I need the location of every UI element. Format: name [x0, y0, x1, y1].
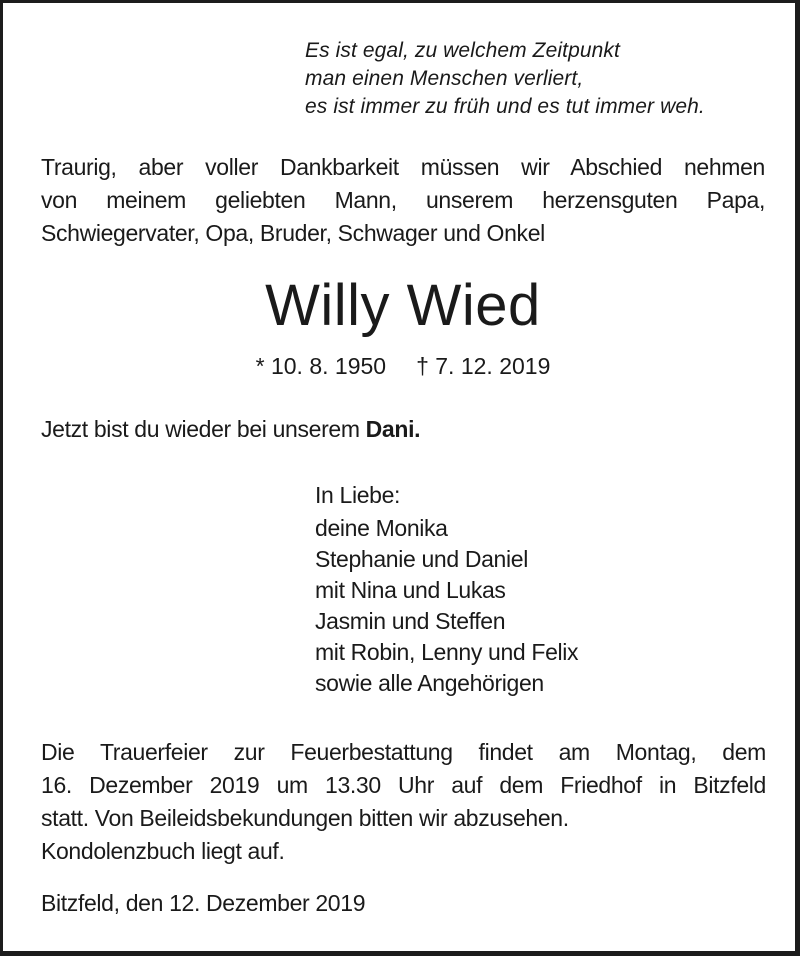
signoff-label: In Liebe:	[315, 482, 401, 508]
family-member: sowie alle Angehörigen	[315, 670, 544, 696]
family-list	[315, 513, 578, 699]
family-member: Stephanie und Daniel	[315, 546, 528, 572]
dani-text: Jetzt bist du wieder bei unserem	[41, 416, 366, 442]
intro-paragraph	[41, 151, 765, 250]
ceremony-line: 16. Dezember 2019 um 13.30 Uhr auf dem Friedhof in Bitzfeld	[41, 772, 766, 798]
quote-line: man einen Menschen verliert,	[305, 67, 584, 90]
opening-quote	[305, 37, 705, 121]
life-dates	[3, 350, 800, 382]
dani-name: Dani.	[365, 416, 421, 442]
intro-line: von meinem geliebten Mann, unserem herzensguten Papa,	[41, 187, 765, 213]
place-and-date: Bitzfeld, den 12. Dezember 2019	[41, 890, 366, 916]
family-member: mit Robin, Lenny und Felix	[315, 639, 579, 665]
birth-date: * 10. 8. 1950	[255, 353, 387, 379]
quote-line: Es ist egal, zu welchem Zeitpunkt	[305, 39, 620, 62]
ceremony-line: Kondolenzbuch liegt auf.	[41, 838, 285, 864]
intro-line: Traurig, aber voller Dankbarkeit müssen wir Abschied nehmen	[41, 154, 765, 180]
deceased-name: Willy Wied	[265, 273, 541, 338]
family-member: Jasmin und Steffen	[315, 608, 506, 634]
dani-line	[41, 413, 420, 445]
intro-line: Schwiegervater, Opa, Bruder, Schwager und Onkel	[41, 220, 545, 246]
family-member: deine Monika	[315, 515, 448, 541]
ceremony-line: statt. Von Beileidsbekundungen bitten wir abzusehen.	[41, 805, 569, 831]
death-date: † 7. 12. 2019	[416, 353, 551, 379]
quote-line: es ist immer zu früh und es tut immer weh.	[305, 95, 705, 118]
family-member: mit Nina und Lukas	[315, 577, 506, 603]
ceremony-line: Die Trauerfeier zur Feuerbestattung findet am Montag, dem	[41, 739, 766, 765]
ceremony-paragraph	[41, 736, 766, 868]
